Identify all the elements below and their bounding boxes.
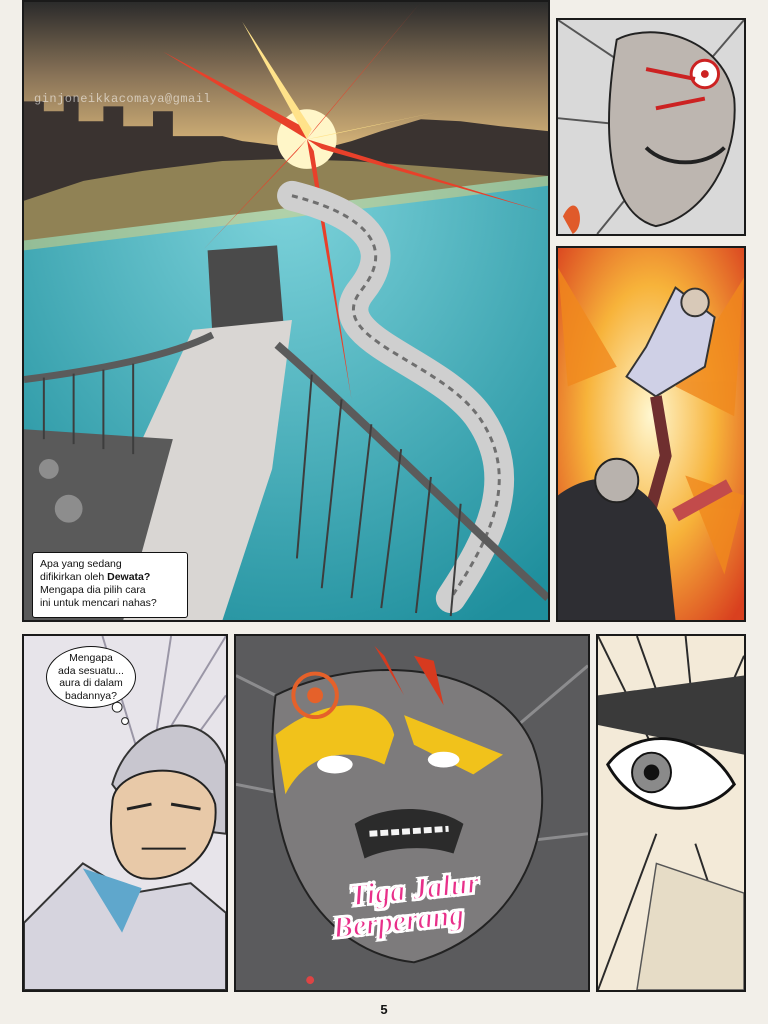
- narration-caption: [32, 552, 188, 618]
- caption-line-4: ini untuk mencari nahas?: [40, 597, 157, 609]
- thought-line-1: Mengapa: [69, 652, 113, 664]
- thought-line-4: badannya?: [65, 689, 117, 702]
- panel-demon-face: [234, 634, 590, 992]
- fire-kick-art: [558, 248, 744, 620]
- caption-line-3: Mengapa dia pilih cara: [40, 584, 146, 596]
- thought-line-2: ada sesuatu...: [58, 664, 124, 677]
- panel-fire-kick: [556, 246, 746, 622]
- eye-closeup-art: [598, 636, 744, 990]
- panel-eye-closeup: [596, 634, 746, 992]
- caption-name-dewata: Dewata: [107, 571, 144, 583]
- caption-line-2: difikirkan oleh Dewata?: [40, 571, 151, 583]
- thought-bubble: [46, 646, 136, 708]
- demon-face-art: [236, 636, 588, 990]
- sfx-line-1: Tiga Jalur: [347, 866, 481, 913]
- caption-line-1: Apa yang sedang: [40, 558, 122, 570]
- thought-line-3: aura di dalam: [59, 677, 123, 689]
- page-number: 5: [380, 1002, 388, 1017]
- sfx-line-2: Berperang: [331, 898, 466, 945]
- watermark-text: ginjoneikkacomaya@gmail: [34, 92, 212, 106]
- panel-bridge-dragon: [22, 0, 550, 622]
- rage-face-art: [558, 20, 744, 234]
- panel-rage-face: [556, 18, 746, 236]
- panel-thinking-man: [22, 634, 228, 992]
